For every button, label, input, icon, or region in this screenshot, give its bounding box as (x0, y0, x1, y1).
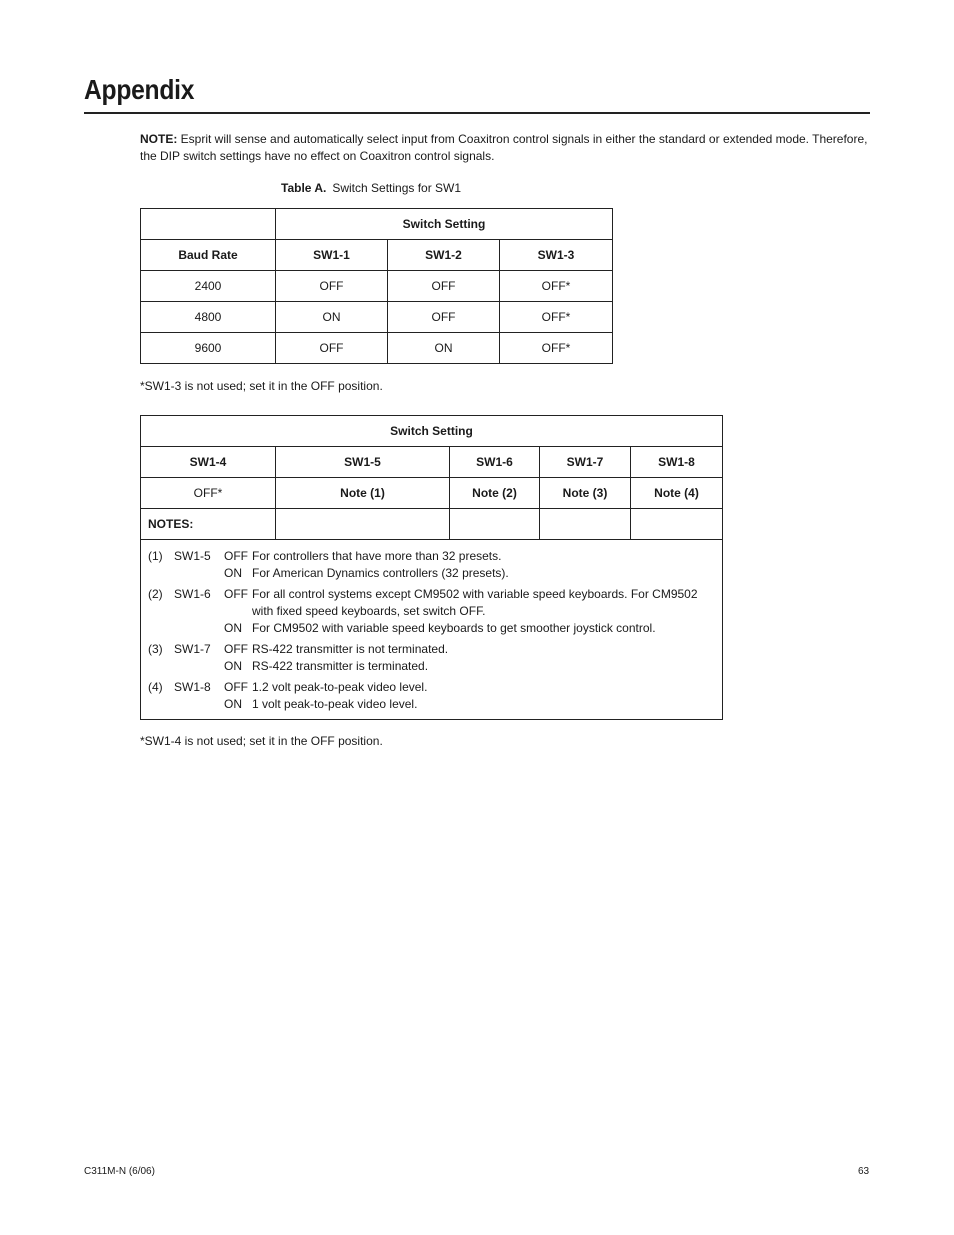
note-state: ON (224, 659, 242, 673)
note-text: 1 volt peak-to-peak video level. (252, 697, 418, 711)
table-cell: Note (4) (631, 478, 723, 509)
note-state: OFF (224, 680, 248, 694)
note-state: OFF (224, 549, 248, 563)
note-text: For American Dynamics controllers (32 presets). (252, 566, 509, 580)
note-switch: SW1-5 (174, 549, 211, 563)
note-item (148, 586, 714, 637)
note-number: (2) (148, 587, 163, 601)
table-cell: 2400 (141, 271, 276, 302)
note-text: For CM9502 with variable speed keyboards to get smoother joystick control. (252, 621, 656, 635)
column-header: SW1-5 (276, 447, 450, 478)
note-switch: SW1-8 (174, 680, 211, 694)
table-cell: OFF* (500, 271, 613, 302)
table-row (141, 478, 723, 509)
note-number: (3) (148, 642, 163, 656)
table-cell: OFF (388, 302, 500, 333)
table-a-caption-label: Table A. (281, 181, 327, 195)
table-row (141, 509, 723, 540)
note-item (148, 679, 714, 713)
table-cell: 4800 (141, 302, 276, 333)
table-row (141, 416, 723, 447)
column-header: SW1-4 (141, 447, 276, 478)
note-text: RS-422 transmitter is terminated. (252, 659, 429, 673)
table-a-caption (281, 181, 461, 195)
document-id: C311M-N (6/06) (84, 1166, 155, 1177)
table-cell: Note (3) (540, 478, 631, 509)
note-state: ON (224, 621, 242, 635)
note-number: (1) (148, 549, 163, 563)
heading-rule (84, 112, 870, 114)
note-text: For all control systems except CM9502 with variable speed keyboards. For CM9502 with fixed speed keyboards, set switch OFF. (252, 587, 698, 618)
column-header: SW1-8 (631, 447, 723, 478)
table-cell: OFF (276, 333, 388, 364)
notes-body (141, 540, 723, 720)
note-switch: SW1-7 (174, 642, 211, 656)
table-cell: OFF* (141, 478, 276, 509)
table-a-caption-text: Switch Settings for SW1 (332, 181, 462, 195)
note-text: 1.2 volt peak-to-peak video level. (252, 680, 428, 694)
group-header: Switch Setting (141, 416, 723, 447)
note-state: OFF (224, 587, 248, 601)
table-row (141, 209, 613, 240)
table-cell (450, 509, 540, 540)
table-cell (141, 209, 276, 240)
column-header: SW1-6 (450, 447, 540, 478)
table-cell (540, 509, 631, 540)
page-number: 63 (858, 1166, 870, 1177)
table-cell: OFF (276, 271, 388, 302)
note-text: RS-422 transmitter is not terminated. (252, 642, 449, 656)
note-text: Esprit will sense and automatically select input from Coaxitron control signals in either the standard or extended mode. Therefore, the DIP switch settings have no effect on Coaxitron control signals. (140, 132, 868, 163)
table-cell: Note (2) (450, 478, 540, 509)
notes-label: NOTES: (141, 509, 276, 540)
table-row (141, 333, 613, 364)
table-cell: OFF (388, 271, 500, 302)
note-text: For controllers that have more than 32 presets. (252, 549, 502, 563)
table-cell: Note (1) (276, 478, 450, 509)
note-switch: SW1-6 (174, 587, 211, 601)
note-state: ON (224, 697, 242, 711)
table-b (140, 415, 723, 720)
column-header: SW1-7 (540, 447, 631, 478)
table-row (141, 302, 613, 333)
notes-row (141, 540, 723, 720)
column-header: SW1-2 (388, 240, 500, 271)
note-state: OFF (224, 642, 248, 656)
table-header-row (141, 447, 723, 478)
column-header: Baud Rate (141, 240, 276, 271)
table-a-footnote: *SW1-3 is not used; set it in the OFF position. (140, 379, 383, 393)
table-cell (631, 509, 723, 540)
table-cell: ON (276, 302, 388, 333)
note-item (148, 641, 714, 675)
note-number: (4) (148, 680, 163, 694)
table-cell: OFF* (500, 333, 613, 364)
table-cell: 9600 (141, 333, 276, 364)
note-item (148, 548, 714, 582)
table-cell: OFF* (500, 302, 613, 333)
table-cell: ON (388, 333, 500, 364)
page-heading: Appendix (84, 74, 195, 105)
table-cell (276, 509, 450, 540)
note-label: NOTE: (140, 132, 178, 146)
table-row (141, 271, 613, 302)
group-header: Switch Setting (276, 209, 613, 240)
column-header: SW1-1 (276, 240, 388, 271)
note-state: ON (224, 566, 242, 580)
column-header: SW1-3 (500, 240, 613, 271)
note-paragraph (140, 131, 870, 165)
table-a (140, 208, 613, 364)
table-header-row (141, 240, 613, 271)
table-b-footnote: *SW1-4 is not used; set it in the OFF position. (140, 734, 383, 748)
